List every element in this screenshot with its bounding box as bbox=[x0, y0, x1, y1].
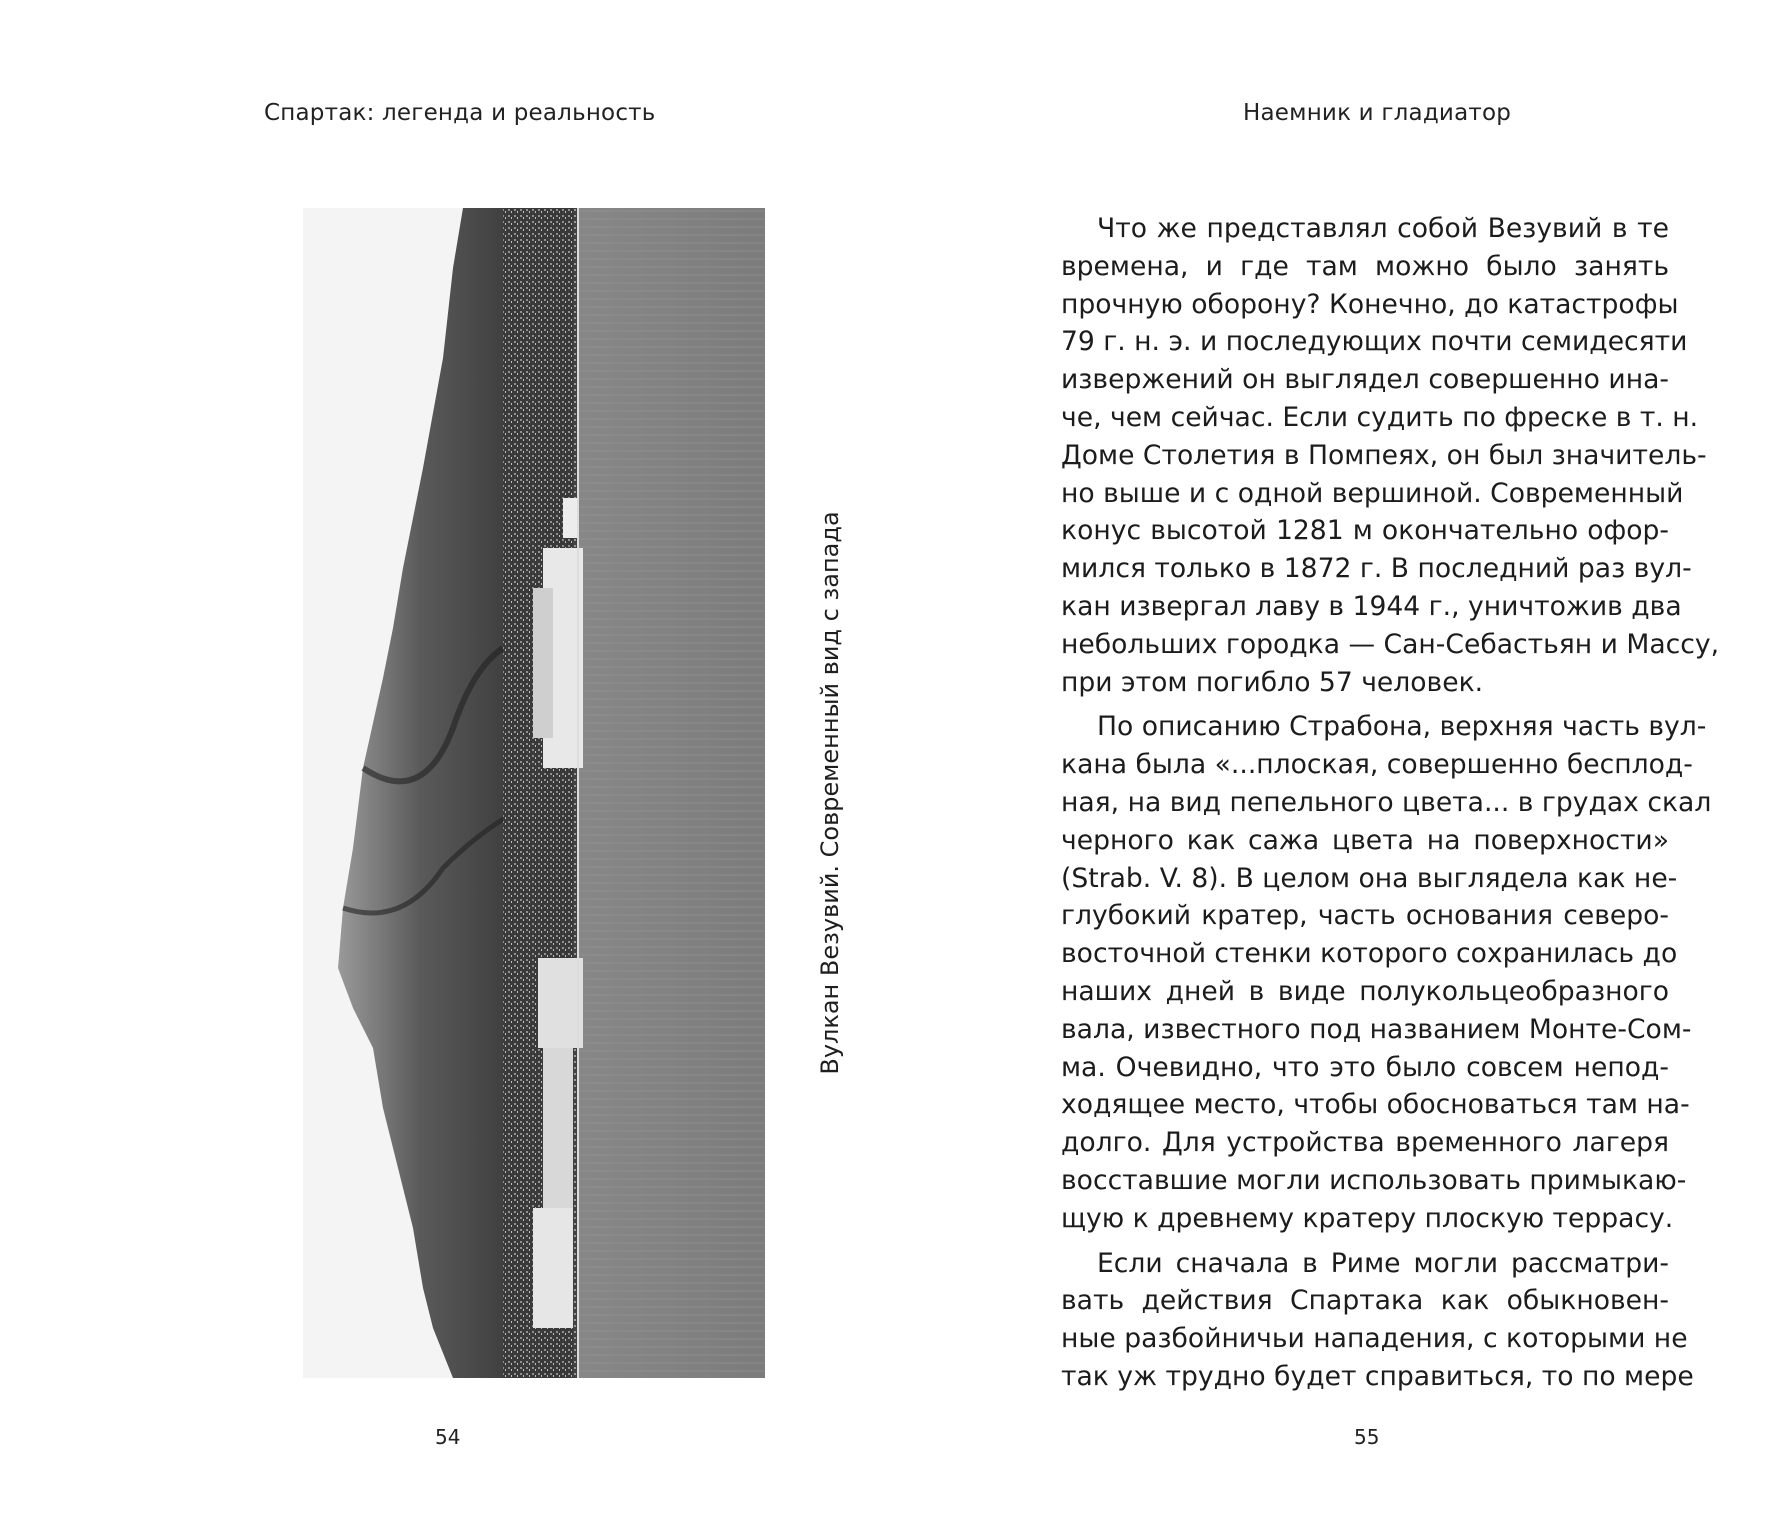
text-line: наших дней в виде полукольцеобразного bbox=[1061, 975, 1669, 1007]
page-number-right: 55 bbox=[1354, 1425, 1380, 1449]
text-line: восставшие могли использовать примыкаю- bbox=[1061, 1164, 1687, 1196]
running-head-right: Наемник и гладиатор bbox=[1243, 100, 1512, 126]
text-line: черного как сажа цвета на поверхности» bbox=[1061, 824, 1669, 856]
text-line: кан извергал лаву в 1944 г., уничтожив два bbox=[1061, 590, 1682, 622]
text-line: мился только в 1872 г. В последний раз вул- bbox=[1061, 553, 1692, 585]
text-line: вала, известного под названием Монте-Сом- bbox=[1061, 1013, 1692, 1045]
paragraph bbox=[1061, 708, 1712, 1237]
vesuvius-photo bbox=[303, 208, 765, 1378]
text-line: прочную оборону? Конечно, до катастрофы bbox=[1061, 288, 1679, 320]
text-line: 79 г. н. э. и последующих почти семидесяти bbox=[1061, 326, 1688, 358]
text-line: вать действия Спартака как обыкновен- bbox=[1061, 1285, 1669, 1317]
text-line: конус высотой 1281 м окончательно офор- bbox=[1061, 515, 1669, 547]
body-text bbox=[1061, 210, 1720, 1396]
text-line: времена, и где там можно было занять bbox=[1061, 250, 1669, 282]
text-line: щую к древнему кратеру плоскую террасу. bbox=[1061, 1202, 1674, 1234]
text-line: ная, на вид пепельного цвета... в грудах скал bbox=[1061, 786, 1712, 818]
text-line: Что же представлял собой Везувий в те bbox=[1097, 213, 1669, 244]
right-page bbox=[891, 0, 1782, 1530]
text-line: долго. Для устройства временного лагеря bbox=[1061, 1127, 1669, 1159]
text-line: но выше и с одной вершиной. Современный bbox=[1061, 477, 1684, 509]
paragraph bbox=[1061, 1245, 1694, 1396]
text-line: По описанию Страбона, верхняя часть вул- bbox=[1097, 711, 1707, 743]
text-line: че, чем сейчас. Если судить по фреске в т. н. bbox=[1061, 401, 1699, 433]
text-line: ходящее место, чтобы обосноваться там на- bbox=[1061, 1089, 1690, 1121]
text-line: при этом погибло 57 человек. bbox=[1061, 666, 1484, 698]
text-line: ма. Очевидно, что это было совсем непод- bbox=[1061, 1051, 1669, 1083]
text-line: ные разбойничьи нападения, с которыми не bbox=[1061, 1323, 1688, 1355]
text-line: небольших городка — Сан-Себастьян и Массу, bbox=[1061, 628, 1720, 660]
text-line: глубокий кратер, часть основания северо- bbox=[1061, 900, 1669, 932]
text-line: Если сначала в Риме могли рассматри- bbox=[1097, 1247, 1669, 1279]
text-line: кана была «...плоская, совершенно бесплод- bbox=[1061, 749, 1693, 781]
text-line: Доме Столетия в Помпеях, он был значитель- bbox=[1061, 439, 1707, 471]
running-head-left: Спартак: легенда и реальность bbox=[264, 100, 656, 126]
text-line: восточной стенки которого сохранилась до bbox=[1061, 938, 1678, 970]
page-number-left: 54 bbox=[435, 1425, 461, 1449]
paragraph bbox=[1061, 210, 1720, 701]
text-line: (Strab. V. 8). В целом она выглядела как не- bbox=[1061, 862, 1678, 894]
text-line: извержений он выглядел совершенно ина- bbox=[1061, 364, 1669, 396]
vesuvius-photo-image bbox=[303, 208, 765, 1378]
text-line: так уж трудно будет справиться, то по мере bbox=[1061, 1360, 1694, 1392]
figure-caption-text: Вулкан Везувий. Современный вид с запада bbox=[816, 511, 844, 1075]
